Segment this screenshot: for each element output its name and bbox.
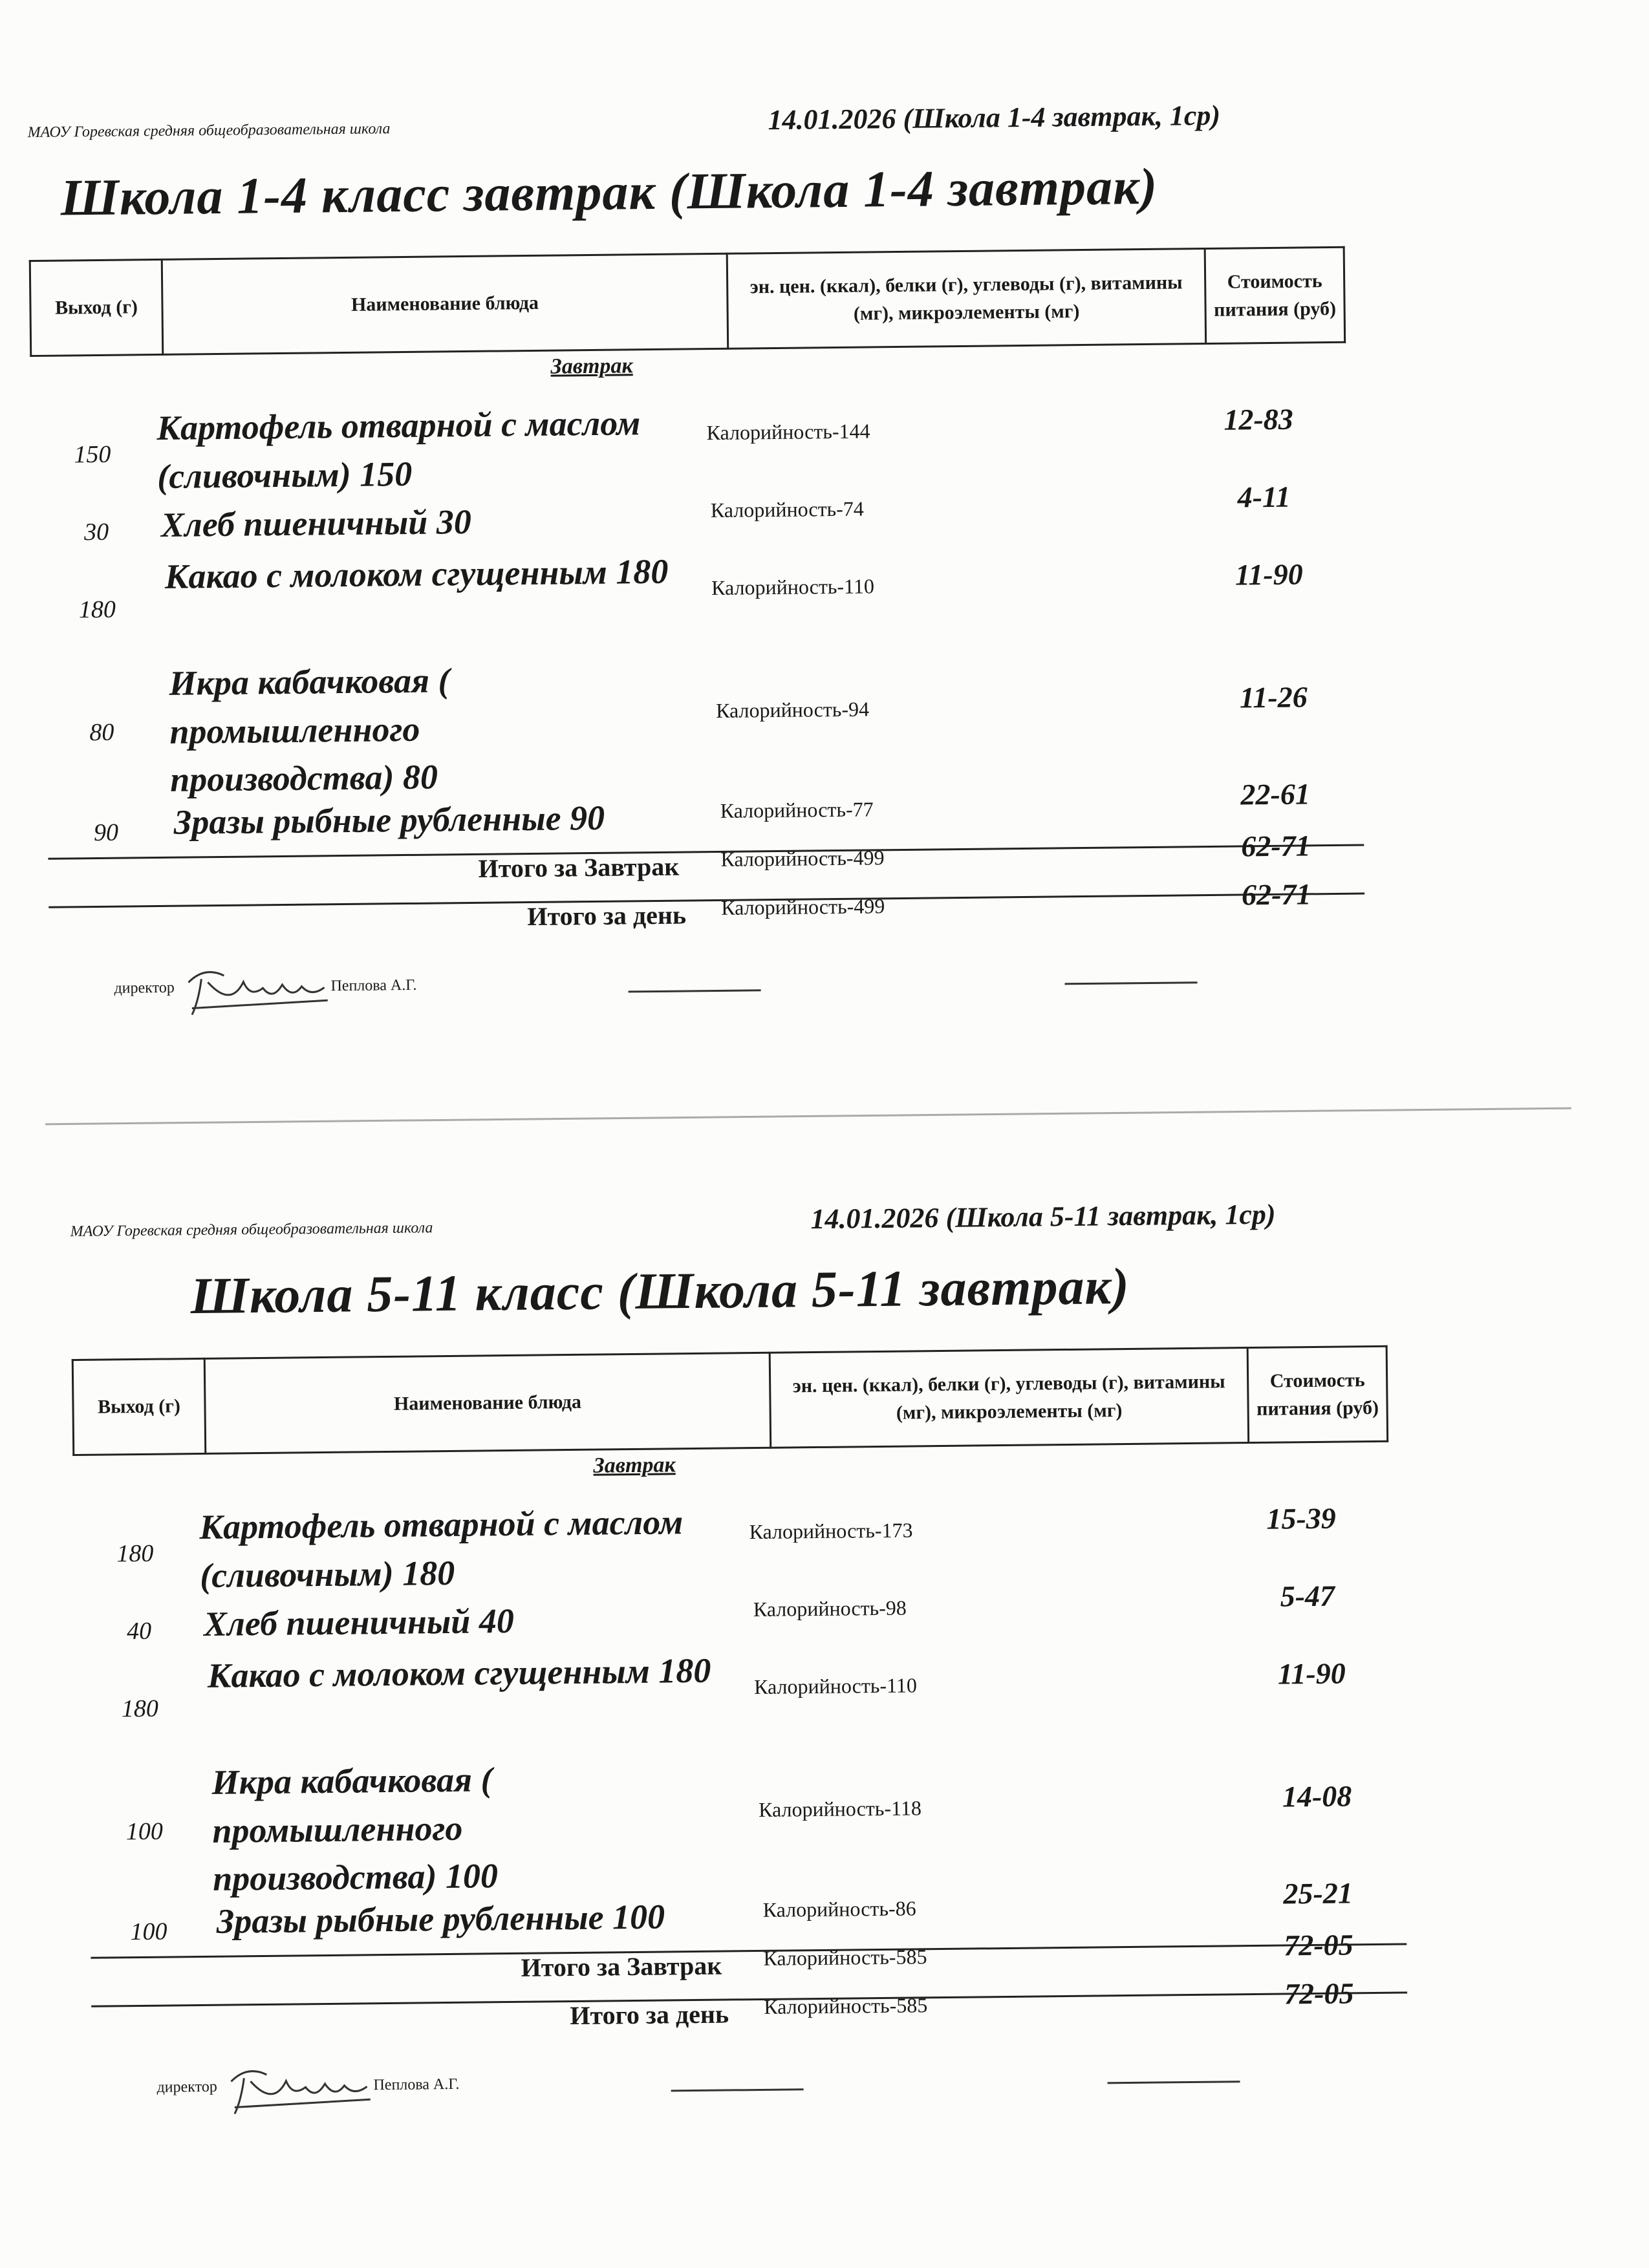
signature-blank bbox=[671, 2088, 804, 2091]
section-title: Завтрак bbox=[550, 354, 633, 379]
header-weight: Выход (г) bbox=[72, 1358, 206, 1455]
director-signature bbox=[228, 2060, 377, 2120]
header-weight: Выход (г) bbox=[30, 259, 163, 356]
item-calories: Калорийность-144 bbox=[706, 419, 870, 445]
item-calories: Калорийность-94 bbox=[715, 697, 870, 722]
item-price: 11-90 bbox=[1234, 557, 1303, 592]
item-dish-name: Икра кабачковая ( промышленного производства) 100 bbox=[211, 1760, 499, 1898]
item-dish-name: Какао с молоком сгущенным 180 bbox=[164, 551, 669, 596]
header-dish-name: Наименование блюда bbox=[162, 253, 727, 354]
signature-blank bbox=[1108, 2081, 1240, 2084]
school-name: МАОУ Горевская средняя общеобразовательная школа bbox=[27, 120, 391, 142]
item-price: 14-08 bbox=[1282, 1779, 1352, 1813]
item-weight: 80 bbox=[89, 718, 114, 747]
item-weight: 180 bbox=[116, 1539, 154, 1568]
item-price: 15-39 bbox=[1266, 1501, 1337, 1535]
item-dish-name: Какао с молоком сгущенным 180 bbox=[207, 1651, 711, 1695]
row-divider bbox=[91, 1943, 1406, 1959]
total-calories: Калорийность-499 bbox=[720, 846, 885, 871]
item-calories: Калорийность-110 bbox=[711, 574, 875, 600]
day-total-label: Итого за день bbox=[570, 1999, 729, 2031]
signature-name: Пеплова А.Г. bbox=[373, 2075, 460, 2094]
total-price: 72-05 bbox=[1284, 1928, 1353, 1962]
item-price: 25-21 bbox=[1283, 1876, 1353, 1910]
item-dish-name: Хлеб пшеничный 40 bbox=[203, 1601, 515, 1643]
row-divider bbox=[91, 1991, 1407, 2007]
item-dish-name: Картофель отварной с маслом (сливочным) 150 bbox=[156, 403, 641, 496]
item-weight: 40 bbox=[126, 1617, 152, 1645]
item-price: 12-83 bbox=[1223, 402, 1294, 436]
signature-role: директор bbox=[114, 979, 175, 997]
menu-grades-5-11 bbox=[43, 1099, 1649, 2233]
item-dish-name: Зразы рыбные рубленные 90 bbox=[173, 798, 605, 842]
item-calories: Калорийность-98 bbox=[753, 1596, 907, 1621]
item-weight: 180 bbox=[121, 1695, 159, 1723]
item-price: 22-61 bbox=[1240, 777, 1311, 811]
day-total-price: 72-05 bbox=[1284, 1976, 1354, 2011]
item-dish-name: Зразы рыбные рубленные 100 bbox=[216, 1897, 665, 1941]
row-divider bbox=[48, 844, 1364, 860]
item-weight: 100 bbox=[125, 1817, 164, 1846]
item-price: 4-11 bbox=[1237, 480, 1291, 514]
total-label: Итого за Завтрак bbox=[478, 851, 680, 883]
item-calories: Калорийность-173 bbox=[749, 1518, 913, 1544]
menu-table-header bbox=[72, 1345, 1388, 1456]
menu-dateline: 14.01.2026 (Школа 1-4 завтрак, 1ср) bbox=[768, 99, 1221, 136]
item-weight: 180 bbox=[78, 595, 116, 624]
item-price: 11-90 bbox=[1277, 1656, 1346, 1691]
school-name: МАОУ Горевская средняя общеобразовательная школа bbox=[70, 1219, 433, 1241]
day-total-calories: Калорийность-585 bbox=[764, 1993, 928, 2018]
row-divider bbox=[48, 892, 1364, 908]
item-price: 11-26 bbox=[1239, 680, 1308, 714]
item-weight: 30 bbox=[83, 518, 109, 546]
total-price: 62-71 bbox=[1241, 829, 1311, 863]
header-nutrition: эн. цен. (ккал), белки (г), углеводы (г), витамины (мг), микроэлементы (мг) bbox=[770, 1348, 1248, 1448]
item-calories: Калорийность-77 bbox=[720, 797, 874, 822]
item-weight: 100 bbox=[130, 1918, 167, 1946]
menu-title: Школа 1-4 класс завтрак (Школа 1-4 завтрак) bbox=[60, 158, 1158, 227]
header-nutrition: эн. цен. (ккал), белки (г), углеводы (г), витамины (мг), микроэлементы (мг) bbox=[727, 249, 1205, 349]
total-label: Итого за Завтрак bbox=[521, 1951, 722, 1982]
item-dish-name: Икра кабачковая ( промышленного производства) 80 bbox=[169, 661, 450, 799]
menu-dateline: 14.01.2026 (Школа 5-11 завтрак, 1ср) bbox=[810, 1198, 1276, 1236]
menu-table-header bbox=[29, 246, 1346, 357]
section-title: Завтрак bbox=[593, 1453, 676, 1478]
item-dish-name: Хлеб пшеничный 30 bbox=[160, 502, 472, 544]
item-calories: Калорийность-74 bbox=[710, 497, 864, 522]
item-calories: Калорийность-86 bbox=[762, 1896, 916, 1921]
total-calories: Калорийность-585 bbox=[763, 1945, 927, 1970]
item-calories: Калорийность-118 bbox=[758, 1796, 922, 1821]
item-weight: 150 bbox=[74, 440, 111, 469]
signature-blank bbox=[629, 989, 761, 992]
day-total-label: Итого за день bbox=[527, 900, 687, 932]
item-calories: Калорийность-110 bbox=[753, 1673, 918, 1699]
signature-name: Пеплова А.Г. bbox=[330, 976, 417, 995]
header-cost: Стоимость питания (руб) bbox=[1247, 1346, 1388, 1442]
signature-blank bbox=[1065, 981, 1198, 985]
item-price: 5-47 bbox=[1280, 1579, 1335, 1613]
day-total-price: 62-71 bbox=[1241, 877, 1311, 912]
day-total-calories: Калорийность-499 bbox=[721, 894, 885, 919]
signature-role: директор bbox=[156, 2078, 217, 2096]
item-dish-name: Картофель отварной с маслом (сливочным) 180 bbox=[199, 1503, 684, 1595]
menu-title: Школа 5-11 класс (Школа 5-11 завтрак) bbox=[190, 1257, 1130, 1325]
header-dish-name: Наименование блюда bbox=[204, 1353, 770, 1453]
header-cost: Стоимость питания (руб) bbox=[1205, 247, 1345, 343]
item-weight: 90 bbox=[93, 818, 119, 847]
director-signature bbox=[185, 961, 334, 1021]
